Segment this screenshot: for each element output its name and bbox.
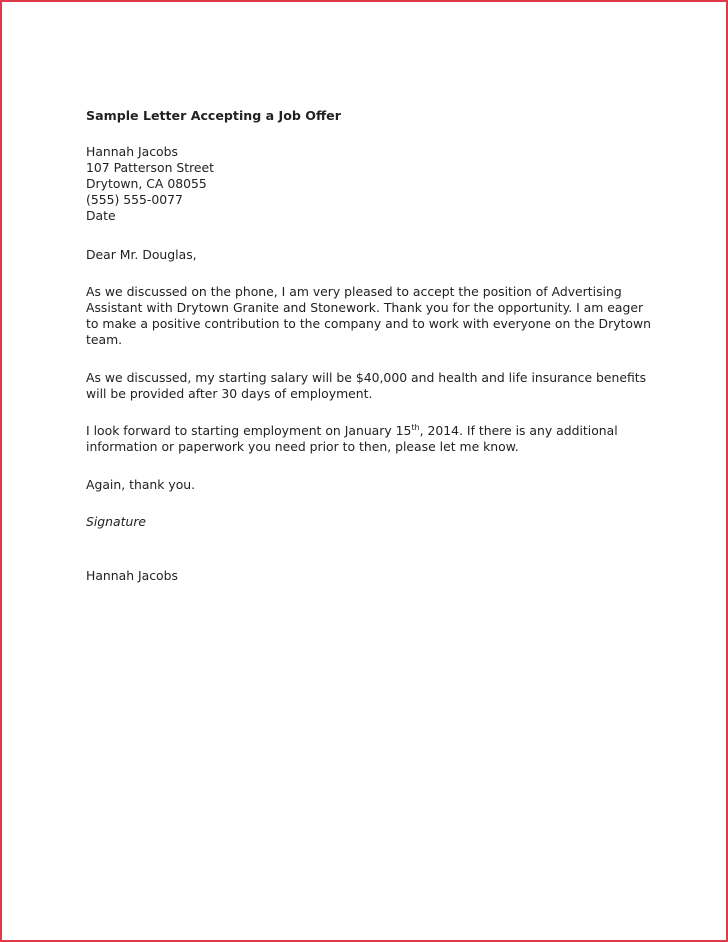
closing: Again, thank you. (86, 477, 196, 492)
signature-placeholder: Signature (86, 514, 147, 529)
paragraph-line: team. (86, 332, 123, 347)
letter-date: Date (86, 208, 116, 223)
sender-city: Drytown, CA 08055 (86, 176, 207, 191)
signer-name: Hannah Jacobs (86, 568, 178, 583)
paragraph-line (86, 423, 646, 439)
sender-name: Hannah Jacobs (86, 144, 178, 159)
ordinal-suffix: th (411, 422, 420, 432)
paragraph-line: As we discussed, my starting salary will be $40,000 and health and life insurance benefits (86, 370, 647, 385)
start-date-text: I look forward to starting employment on January 15 (86, 423, 412, 438)
start-date-text-cont: , 2014. If there is any additional (419, 423, 618, 438)
letter-title: Sample Letter Accepting a Job Offer (86, 108, 341, 123)
salutation: Dear Mr. Douglas, (86, 247, 197, 262)
paragraph-start-date (86, 423, 646, 455)
paragraph-line: to make a positive contribution to the company and to work with everyone on the Drytown (86, 316, 651, 331)
sender-address-block (86, 144, 214, 224)
paragraph-line: information or paperwork you need prior to then, please let me know. (86, 439, 519, 454)
sender-phone: (555) 555-0077 (86, 192, 183, 207)
sender-street: 107 Patterson Street (86, 160, 215, 175)
paragraph-acceptance (86, 284, 651, 348)
paragraph-salary (86, 370, 646, 402)
paragraph-line: will be provided after 30 days of employment. (86, 386, 373, 401)
paragraph-line: As we discussed on the phone, I am very pleased to accept the position of Advertising (86, 284, 622, 299)
paragraph-line: Assistant with Drytown Granite and Stonework. Thank you for the opportunity. I am eager (86, 300, 644, 315)
